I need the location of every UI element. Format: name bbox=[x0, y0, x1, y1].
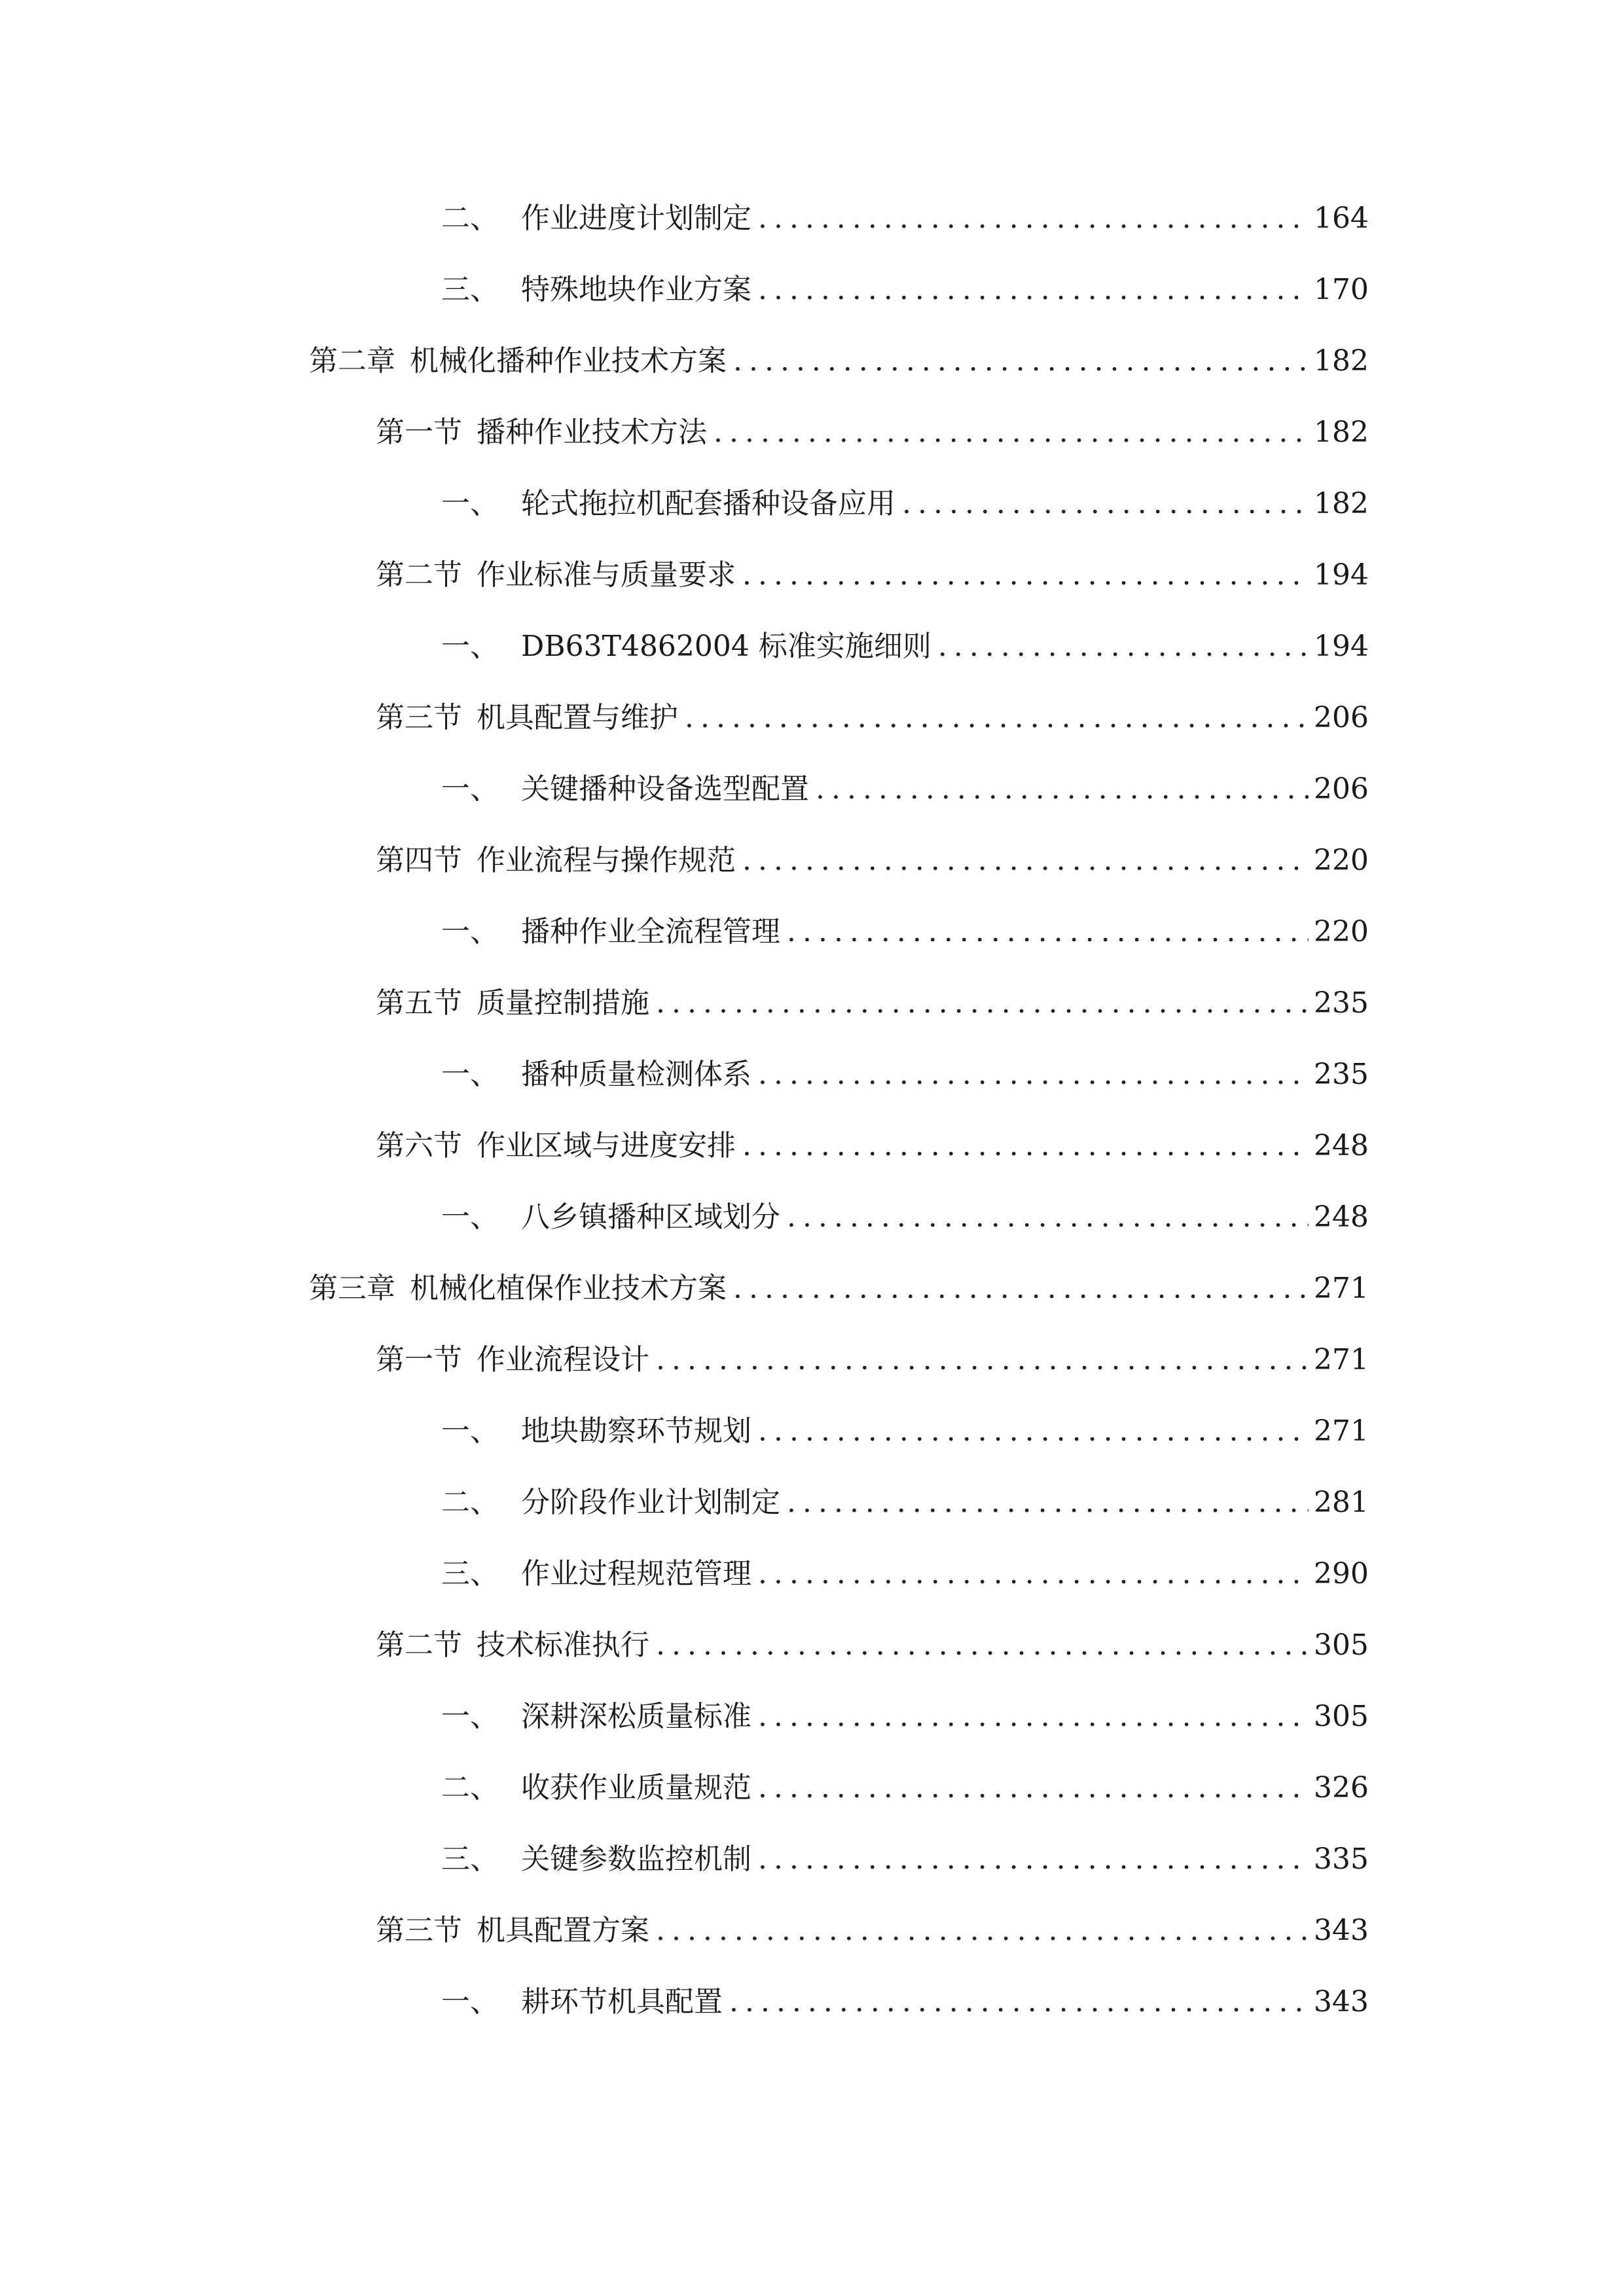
entry-number: 第三节 bbox=[376, 701, 462, 734]
dot-leader bbox=[685, 697, 1308, 739]
toc-entry[interactable] bbox=[309, 340, 1369, 382]
dot-leader bbox=[758, 198, 1308, 240]
entry-page-number: 281 bbox=[1314, 1486, 1369, 1519]
toc-entry[interactable] bbox=[441, 1410, 1369, 1452]
entry-number: 第四节 bbox=[376, 844, 462, 877]
toc-entry[interactable] bbox=[441, 1054, 1369, 1096]
dot-leader bbox=[729, 1981, 1308, 2023]
toc-entry[interactable] bbox=[376, 697, 1369, 739]
entry-number: 三、 bbox=[441, 1557, 499, 1590]
entry-number: 第二章 bbox=[309, 344, 395, 378]
entry-page-number: 164 bbox=[1314, 202, 1369, 235]
entry-title: 深耕深松质量标准 bbox=[521, 1700, 751, 1733]
dot-leader bbox=[742, 840, 1308, 882]
toc-entry[interactable] bbox=[441, 1482, 1369, 1524]
dot-leader bbox=[733, 340, 1308, 382]
entry-page-number: 182 bbox=[1314, 344, 1369, 378]
toc-entry[interactable] bbox=[376, 840, 1369, 882]
dot-leader bbox=[656, 1339, 1308, 1381]
toc-entry[interactable] bbox=[441, 626, 1369, 668]
entry-title: 地块勘察环节规划 bbox=[521, 1414, 751, 1448]
entry-page-number: 290 bbox=[1314, 1557, 1369, 1590]
entry-number: 一、 bbox=[441, 1200, 499, 1234]
toc-entry[interactable] bbox=[441, 1767, 1369, 1809]
entry-title: 关键播种设备选型配置 bbox=[521, 772, 809, 806]
dot-leader bbox=[758, 1553, 1308, 1595]
dot-leader bbox=[758, 1696, 1308, 1738]
entry-number: 一、 bbox=[441, 1058, 499, 1091]
entry-title: 作业进度计划制定 bbox=[521, 202, 751, 235]
entry-number: 二、 bbox=[441, 202, 499, 235]
entry-page-number: 343 bbox=[1314, 1985, 1369, 2018]
entry-title: 作业流程设计 bbox=[477, 1343, 649, 1376]
toc-entry[interactable] bbox=[441, 768, 1369, 810]
toc-entry[interactable] bbox=[441, 911, 1369, 953]
dot-leader bbox=[758, 1767, 1308, 1809]
dot-leader bbox=[787, 1196, 1308, 1238]
dot-leader bbox=[656, 982, 1308, 1024]
entry-page-number: 271 bbox=[1314, 1343, 1369, 1376]
dot-leader bbox=[742, 1125, 1308, 1167]
entry-page-number: 248 bbox=[1314, 1129, 1369, 1162]
toc-entry[interactable] bbox=[441, 269, 1369, 311]
dot-leader bbox=[758, 1054, 1308, 1096]
entry-page-number: 206 bbox=[1314, 772, 1369, 806]
dot-leader bbox=[742, 554, 1308, 596]
entry-page-number: 182 bbox=[1314, 487, 1369, 520]
dot-leader bbox=[758, 269, 1308, 311]
entry-page-number: 220 bbox=[1314, 915, 1369, 948]
entry-title: 分阶段作业计划制定 bbox=[521, 1486, 780, 1519]
entry-page-number: 326 bbox=[1314, 1771, 1369, 1804]
toc-entry[interactable] bbox=[309, 1268, 1369, 1310]
toc-entry[interactable] bbox=[376, 554, 1369, 596]
entry-page-number: 194 bbox=[1314, 630, 1369, 663]
entry-title: 作业流程与操作规范 bbox=[477, 844, 736, 877]
toc-entry[interactable] bbox=[441, 198, 1369, 240]
entry-number: 一、 bbox=[441, 1700, 499, 1733]
entry-title: 机械化植保作业技术方案 bbox=[410, 1272, 727, 1305]
entry-page-number: 235 bbox=[1314, 986, 1369, 1020]
entry-title: 作业标准与质量要求 bbox=[477, 558, 736, 592]
entry-title: 播种质量检测体系 bbox=[521, 1058, 751, 1091]
entry-title: 机械化播种作业技术方案 bbox=[410, 344, 727, 378]
entry-number: 第二节 bbox=[376, 1628, 462, 1662]
entry-title: 关键参数监控机制 bbox=[521, 1842, 751, 1876]
entry-title: 播种作业全流程管理 bbox=[521, 915, 780, 948]
dot-leader bbox=[787, 911, 1308, 953]
entry-number: 二、 bbox=[441, 1486, 499, 1519]
entry-title: 机具配置方案 bbox=[477, 1914, 649, 1947]
dot-leader bbox=[787, 1482, 1308, 1524]
entry-page-number: 305 bbox=[1314, 1628, 1369, 1662]
entry-title: 播种作业技术方法 bbox=[477, 416, 707, 449]
entry-title: 耕环节机具配置 bbox=[521, 1985, 723, 2018]
dot-leader bbox=[656, 1910, 1308, 1952]
entry-number: 一、 bbox=[441, 772, 499, 806]
dot-leader bbox=[938, 626, 1308, 668]
entry-page-number: 271 bbox=[1314, 1414, 1369, 1448]
toc-entry[interactable] bbox=[376, 1624, 1369, 1666]
entry-page-number: 206 bbox=[1314, 701, 1369, 734]
entry-number: 二、 bbox=[441, 1771, 499, 1804]
dot-leader bbox=[733, 1268, 1308, 1310]
entry-title: 轮式拖拉机配套播种设备应用 bbox=[521, 487, 895, 520]
entry-page-number: 170 bbox=[1314, 273, 1369, 306]
entry-title: 技术标准执行 bbox=[477, 1628, 649, 1662]
entry-number: 第一节 bbox=[376, 1343, 462, 1376]
entry-page-number: 248 bbox=[1314, 1200, 1369, 1234]
entry-page-number: 335 bbox=[1314, 1842, 1369, 1876]
entry-number: 一、 bbox=[441, 630, 499, 663]
dot-leader bbox=[758, 1839, 1308, 1880]
dot-leader bbox=[656, 1624, 1308, 1666]
dot-leader bbox=[816, 768, 1308, 810]
entry-title: 作业过程规范管理 bbox=[521, 1557, 751, 1590]
toc-entry[interactable] bbox=[441, 1839, 1369, 1880]
entry-page-number: 271 bbox=[1314, 1272, 1369, 1305]
toc-entry[interactable] bbox=[376, 1125, 1369, 1167]
entry-number: 一、 bbox=[441, 1414, 499, 1448]
entry-number: 第二节 bbox=[376, 558, 462, 592]
entry-number: 一、 bbox=[441, 915, 499, 948]
entry-title: 作业区域与进度安排 bbox=[477, 1129, 736, 1162]
entry-number: 第三章 bbox=[309, 1272, 395, 1305]
toc-entry[interactable] bbox=[441, 1196, 1369, 1238]
entry-number: 一、 bbox=[441, 487, 499, 520]
entry-title: 质量控制措施 bbox=[477, 986, 649, 1020]
entry-number: 一、 bbox=[441, 1985, 499, 2018]
toc-entry[interactable] bbox=[376, 1339, 1369, 1381]
entry-page-number: 182 bbox=[1314, 416, 1369, 449]
entry-number: 第五节 bbox=[376, 986, 462, 1020]
dot-leader bbox=[713, 412, 1308, 454]
entry-page-number: 235 bbox=[1314, 1058, 1369, 1091]
dot-leader bbox=[902, 483, 1308, 525]
entry-title: 八乡镇播种区域划分 bbox=[521, 1200, 780, 1234]
entry-title: 机具配置与维护 bbox=[477, 701, 678, 734]
entry-title: 特殊地块作业方案 bbox=[521, 273, 751, 306]
toc-entry[interactable] bbox=[376, 982, 1369, 1024]
entry-number: 第六节 bbox=[376, 1129, 462, 1162]
entry-title: DB63T4862004 标准实施细则 bbox=[521, 630, 931, 663]
entry-number: 第一节 bbox=[376, 416, 462, 449]
entry-page-number: 305 bbox=[1314, 1700, 1369, 1733]
entry-number: 三、 bbox=[441, 273, 499, 306]
toc-entry[interactable] bbox=[441, 483, 1369, 525]
toc-entry[interactable] bbox=[441, 1981, 1369, 2023]
toc-entry[interactable] bbox=[376, 1910, 1369, 1952]
entry-number: 第三节 bbox=[376, 1914, 462, 1947]
toc-entry[interactable] bbox=[441, 1696, 1369, 1738]
dot-leader bbox=[758, 1410, 1308, 1452]
entry-page-number: 194 bbox=[1314, 558, 1369, 592]
entry-title: 收获作业质量规范 bbox=[521, 1771, 751, 1804]
toc-entry[interactable] bbox=[441, 1553, 1369, 1595]
entry-page-number: 220 bbox=[1314, 844, 1369, 877]
entry-page-number: 343 bbox=[1314, 1914, 1369, 1947]
entry-number: 三、 bbox=[441, 1842, 499, 1876]
toc-entry[interactable] bbox=[376, 412, 1369, 454]
